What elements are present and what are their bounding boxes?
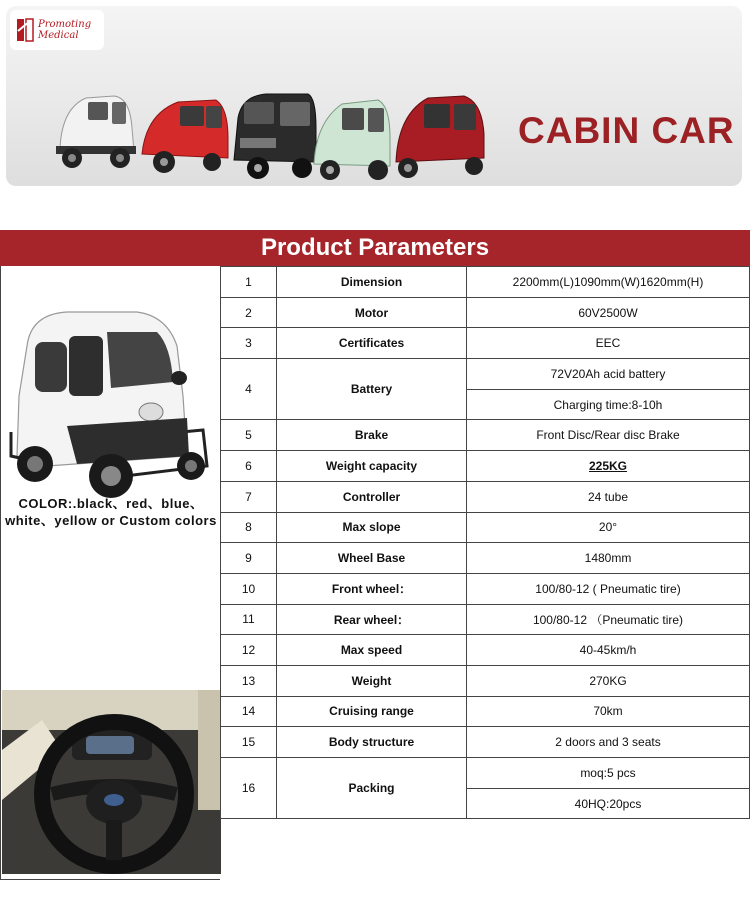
- table-row: [221, 328, 750, 359]
- param-value: EEC: [467, 328, 750, 359]
- white-cabin-car-image: [7, 306, 217, 506]
- logo-mark-icon: [16, 17, 34, 43]
- table-row: [221, 543, 750, 574]
- table-row: [221, 451, 750, 482]
- param-value: 60V2500W: [467, 297, 750, 328]
- cars-lineup-image: [52, 88, 492, 184]
- param-name: Weight: [277, 665, 467, 696]
- param-value: 24 tube: [467, 481, 750, 512]
- hero-banner: [6, 6, 742, 186]
- row-number: 16: [221, 758, 277, 819]
- row-number: 4: [221, 359, 277, 420]
- table-row: [221, 604, 750, 635]
- table-row: [221, 573, 750, 604]
- param-name: Battery: [277, 359, 467, 420]
- param-name: Cruising range: [277, 696, 467, 727]
- param-name: Brake: [277, 420, 467, 451]
- param-value: 72V20Ah acid battery: [467, 359, 750, 390]
- param-value: 40HQ:20pcs: [467, 788, 750, 819]
- logo-line1: Promoting: [38, 19, 92, 30]
- param-value: Front Disc/Rear disc Brake: [467, 420, 750, 451]
- param-value: Charging time:8-10h: [467, 389, 750, 420]
- param-value: 100/80-12 （Pneumatic tire): [467, 604, 750, 635]
- color-options-text: COLOR:.black、red、blue、white、yellow or Custom colors: [5, 496, 217, 528]
- row-number: 5: [221, 420, 277, 451]
- steering-wheel-image: [2, 690, 221, 874]
- param-value: 20°: [467, 512, 750, 543]
- row-number: 10: [221, 573, 277, 604]
- logo-line2: Medical: [38, 30, 79, 41]
- table-row: [221, 297, 750, 328]
- row-number: 13: [221, 665, 277, 696]
- param-name: Certificates: [277, 328, 467, 359]
- param-name: Max speed: [277, 635, 467, 666]
- table-row: [221, 635, 750, 666]
- table-row: [221, 727, 750, 758]
- param-name: Front wheel：: [277, 573, 467, 604]
- brand-logo: [10, 10, 104, 50]
- row-number: 11: [221, 604, 277, 635]
- table-row: [221, 359, 750, 390]
- table-row: [221, 512, 750, 543]
- row-number: 15: [221, 727, 277, 758]
- table-row: [221, 665, 750, 696]
- row-number: 8: [221, 512, 277, 543]
- table-row: [221, 267, 750, 298]
- row-number: 12: [221, 635, 277, 666]
- row-number: 6: [221, 451, 277, 482]
- section-title: Product Parameters: [0, 230, 750, 266]
- param-name: Controller: [277, 481, 467, 512]
- car-mint-green: [314, 100, 390, 180]
- param-name: Wheel Base: [277, 543, 467, 574]
- param-name: Body structure: [277, 727, 467, 758]
- car-white-small: [56, 96, 136, 168]
- param-name: Motor: [277, 297, 467, 328]
- table-row: [221, 420, 750, 451]
- param-value: moq:5 pcs: [467, 758, 750, 789]
- param-name: Max slope: [277, 512, 467, 543]
- row-number: 7: [221, 481, 277, 512]
- param-value: 40-45km/h: [467, 635, 750, 666]
- param-name: Dimension: [277, 267, 467, 298]
- logo-text: [38, 19, 91, 41]
- row-number: 2: [221, 297, 277, 328]
- table-row: [221, 758, 750, 789]
- param-value: 1480mm: [467, 543, 750, 574]
- row-number: 1: [221, 267, 277, 298]
- param-name: Packing: [277, 758, 467, 819]
- param-value: 70km: [467, 696, 750, 727]
- param-value: 225KG: [467, 451, 750, 482]
- param-value: 2 doors and 3 seats: [467, 727, 750, 758]
- car-black: [234, 94, 316, 179]
- param-name: Weight capacity: [277, 451, 467, 482]
- car-red-trike: [396, 96, 484, 178]
- row-number: 9: [221, 543, 277, 574]
- param-value: 100/80-12 ( Pneumatic tire): [467, 573, 750, 604]
- parameters-table: [220, 266, 750, 819]
- left-image-column: [0, 266, 220, 880]
- table-row: [221, 696, 750, 727]
- row-number: 14: [221, 696, 277, 727]
- param-name: Rear wheel：: [277, 604, 467, 635]
- table-row: [221, 481, 750, 512]
- param-value: 270KG: [467, 665, 750, 696]
- param-value: 2200mm(L)1090mm(W)1620mm(H): [467, 267, 750, 298]
- banner-title: CABIN CAR: [518, 110, 735, 151]
- row-number: 3: [221, 328, 277, 359]
- car-red-small: [142, 100, 228, 173]
